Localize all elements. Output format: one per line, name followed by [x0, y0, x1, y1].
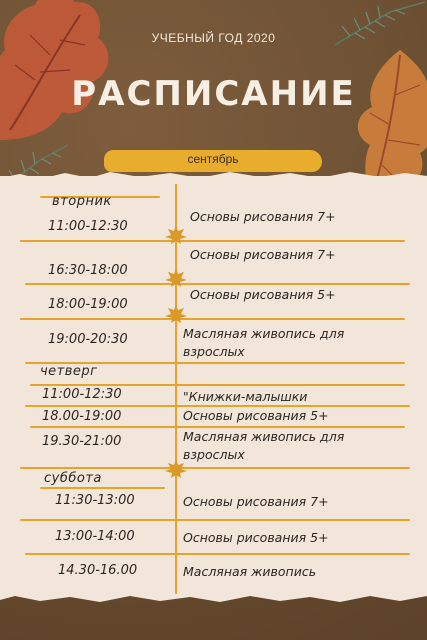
- maple-leaf-icon: [165, 225, 187, 245]
- paper-torn-edge: [0, 588, 427, 608]
- row-divider: [20, 467, 410, 469]
- lesson-name: Основы рисования 7+: [183, 494, 329, 509]
- row-divider: [20, 240, 405, 242]
- day-tuesday: вторник: [52, 194, 112, 209]
- column-divider: [175, 184, 177, 594]
- time-slot: 13:00-14:00: [55, 529, 135, 544]
- row-divider: [40, 487, 165, 489]
- lesson-name: взрослых: [183, 447, 245, 462]
- lesson-name: Основы рисования 5+: [190, 287, 336, 302]
- time-slot: 14.30-16.00: [58, 563, 138, 578]
- lesson-name: Основы рисования 5+: [183, 408, 329, 423]
- day-thursday: четверг: [40, 364, 98, 379]
- row-divider: [25, 553, 410, 555]
- time-slot: 18:00-19:00: [48, 297, 128, 312]
- time-slot: 11:30-13:00: [55, 493, 135, 508]
- maple-leaf-icon: [165, 304, 187, 324]
- time-slot: 11:00-12:30: [42, 387, 122, 402]
- time-slot: 16:30-18:00: [48, 263, 128, 278]
- month-label: сентябрь: [187, 152, 239, 166]
- time-slot: 11:00-12:30: [48, 219, 128, 234]
- row-divider: [20, 318, 405, 320]
- lesson-name: Основы рисования 5+: [183, 530, 329, 545]
- maple-leaf-icon: [165, 268, 187, 288]
- school-year: УЧЕБНЫЙ ГОД 2020: [151, 31, 276, 45]
- day-saturday: суббота: [44, 471, 102, 486]
- time-slot: 19.30-21:00: [42, 434, 122, 449]
- row-divider: [25, 283, 410, 285]
- lesson-name: Масляная живопись для: [183, 326, 345, 341]
- lesson-name: Основы рисования 7+: [190, 247, 336, 262]
- row-divider: [20, 519, 410, 521]
- lesson-name: "Книжки-малышки: [183, 389, 308, 404]
- lesson-name: Масляная живопись для: [183, 429, 345, 444]
- lesson-name: Масляная живопись: [183, 564, 317, 579]
- time-slot: 18.00-19:00: [42, 409, 122, 424]
- row-divider: [30, 384, 405, 386]
- lesson-name: взрослых: [183, 344, 245, 359]
- page-title: РАСПИСАНИЕ: [71, 74, 356, 114]
- time-slot: 19:00-20:30: [48, 332, 128, 347]
- lesson-name: Основы рисования 7+: [190, 209, 336, 224]
